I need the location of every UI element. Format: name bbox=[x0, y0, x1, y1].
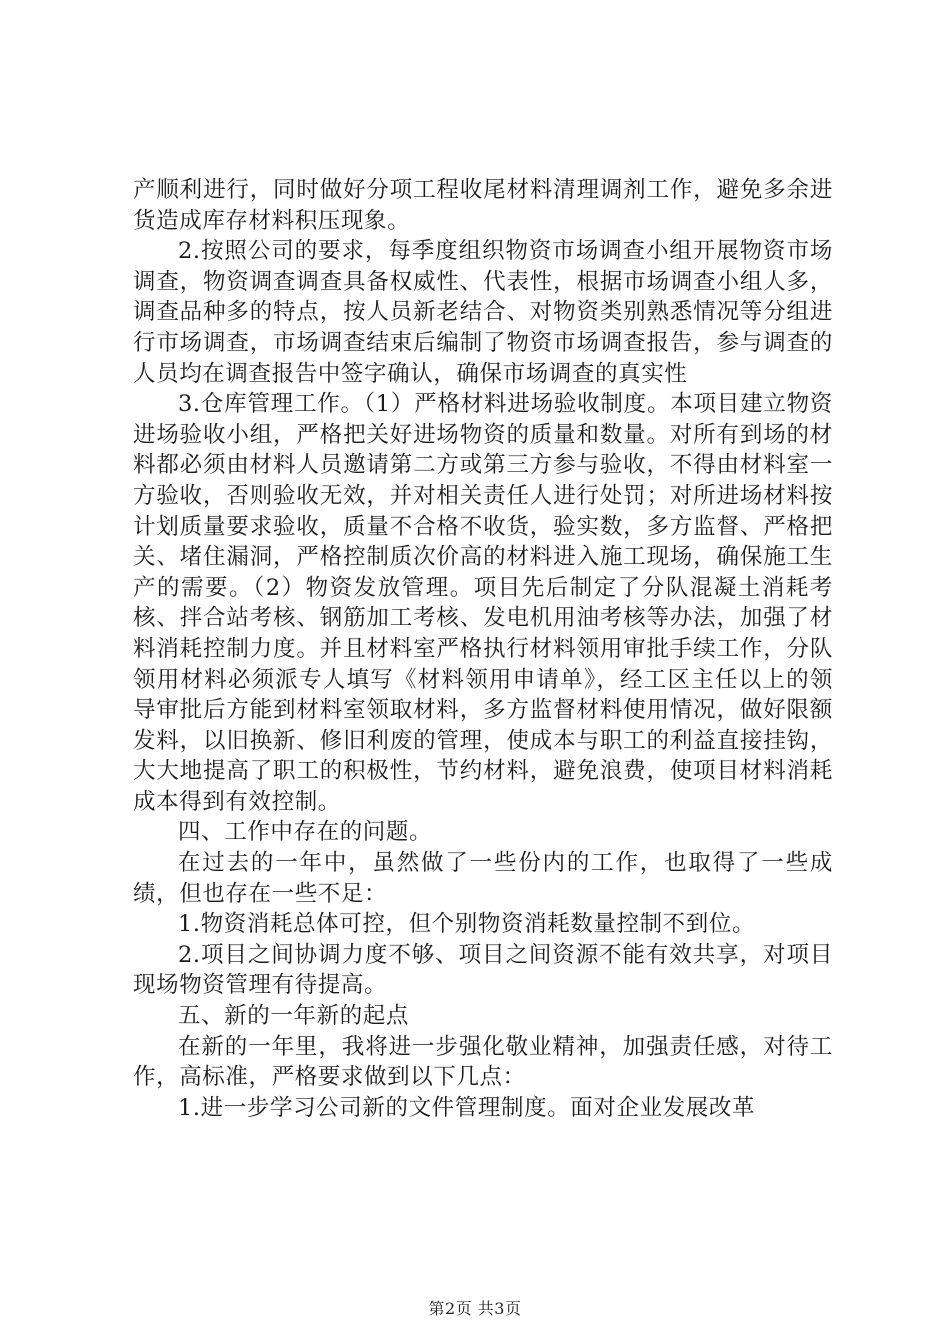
paragraph-2: 2.按照公司的要求，每季度组织物资市场调查小组开展物资市场调查，物资调查调查具备权威性、代表性，根据市场调查小组人多，调查品种多的特点，按人员新老结合、对物资类别熟悉情况等分组进行市场调查，市场调查结束后编制了物资市场调查报告，参与调查的人员均在调查报告中签字确认，确保市场调查的真实性 bbox=[133, 238, 833, 387]
paragraph-6: 1.物资消耗总体可控，但个别物资消耗数量控制不到位。 bbox=[178, 911, 756, 938]
paragraph-7: 2.项目之间协调力度不够、项目之间资源不能有效共享，对项目现场物资管理有待提高。 bbox=[133, 941, 833, 999]
section-heading-5: 五、新的一年新的起点 bbox=[178, 1003, 410, 1030]
paragraph-9: 在新的一年里，我将进一步强化敬业精神，加强责任感，对待工作，高标准，严格要求做到以下几点： bbox=[133, 1033, 833, 1091]
paragraph-10: 1.进一步学习公司新的文件管理制度。面对企业发展改革 bbox=[178, 1094, 756, 1121]
paragraph-3: 3.仓库管理工作。（1）严格材料进场验收制度。本项目建立物资进场验收小组，严格把关好进场物资的质量和数量。对所有到场的材料都必须由材料人员邀请第二方或第三方参与验收，不得由材料室一方验收，否则验收无效，并对相关责任人进行处罚；对所进场材料按计划质量要求验收，质量不合格不收货，验实数，多方监督、严格把关、堵住漏洞，严格控制质次价高的材料进入施工现场，确保施工生产的需要。（2）物资发放管理。项目先后制定了分队混凝土消耗考核、拌合站考核、钢筋加工考核、发电机用油考核等办法，加强了材料消耗控制力度。并且材料室严格执行材料领用审批手续工作，分队领用材料必须派专人填写《材料领用申请单》，经工区主任以上的领导审批后方能到材料室领取材料，多方监督材料使用情况，做好限额发料，以旧换新、修旧利废的管理，使成本与职工的利益直接挂钩，大大地提高了职工的积极性，节约材料，避免浪费，使项目材料消耗成本得到有效控制。 bbox=[133, 391, 833, 815]
section-heading-4: 四、工作中存在的问题。 bbox=[178, 819, 433, 846]
page-number-footer: 第2页 共3页 bbox=[428, 1299, 522, 1318]
paragraph-1: 产顺利进行，同时做好分项工程收尾材料清理调剂工作，避免多余进货造成库存材料积压现象。 bbox=[133, 177, 833, 234]
paragraph-5: 在过去的一年中，虽然做了一些份内的工作，也取得了一些成绩，但也存在一些不足： bbox=[133, 850, 833, 907]
document-body bbox=[133, 175, 833, 1123]
